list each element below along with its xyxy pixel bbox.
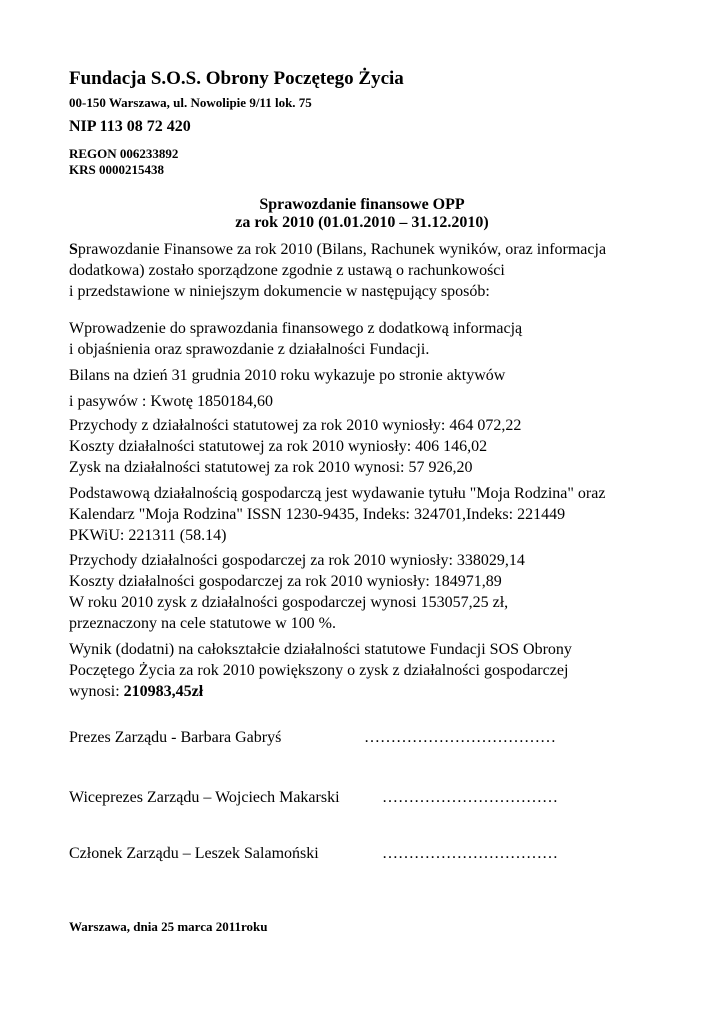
total-result-line-2: Poczętego Życia za rok 2010 powiększony o zysk z działalności gospodarczej: [69, 662, 569, 679]
statutory-revenue: Przychody z działalności statutowej za rok 2010 wyniosły: 464 072,22: [69, 417, 522, 434]
signature-vice-president-role: Wiceprezes Zarządu – Wojciech Makarski: [69, 789, 340, 806]
total-result-prefix: wynosi:: [69, 683, 124, 700]
statutory-profit: Zysk na działalności statutowej za rok 2010 wynosi: 57 926,20: [69, 459, 473, 476]
organization-regon: REGON 006233892: [69, 146, 179, 161]
business-costs: Koszty działalności gospodarczej za rok 2010 wyniosły: 184971,89: [69, 573, 502, 590]
document-date: Warszawa, dnia 25 marca 2011roku: [69, 919, 268, 934]
paragraph-balance-amount: i pasywów : Kwotę 1850184,60: [69, 393, 273, 410]
signature-board-member-role: Członek Zarządu – Leszek Salamoński: [69, 845, 319, 862]
paragraph-contents: [69, 318, 522, 360]
statutory-costs: Koszty działalności statutowej za rok 2010 wyniosły: 406 146,02: [69, 438, 488, 455]
organization-name: Fundacja S.O.S. Obrony Poczętego Życia: [69, 68, 404, 89]
paragraph-intro-line-2: dodatkowa) zostało sporządzone zgodnie z ustawą o rachunkowości: [69, 262, 505, 279]
business-profit-allocation: przeznaczony na cele statutowe w 100 %.: [69, 615, 336, 632]
paragraph-business-results: [69, 550, 525, 634]
paragraph-intro-line-1: [69, 239, 606, 260]
organization-nip: NIP 113 08 72 420: [69, 118, 191, 135]
paragraph-intro-line-3: i przedstawione w niniejszym dokumencie w następujący sposób:: [69, 283, 490, 300]
business-activity-line-3: PKWiU: 221311 (58.14): [69, 527, 227, 544]
paragraph-statutory: [69, 415, 521, 478]
signature-vice-president-line: ……………………………: [382, 789, 558, 806]
paragraph-intro: [69, 239, 606, 302]
paragraph-contents-line-1: Wprowadzenie do sprawozdania finansowego z dodatkową informacją: [69, 320, 523, 337]
total-result-line-1: Wynik (dodatni) na całokształcie działalności statutowe Fundacji SOS Obrony: [69, 641, 572, 658]
paragraph-contents-line-2: i objaśnienia oraz sprawozdanie z działalności Fundacji.: [69, 341, 430, 358]
total-result-amount: 210983,45zł: [123, 683, 204, 700]
business-activity-line-1: Podstawową działalnością gospodarczą jest wydawanie tytułu "Moja Rodzina" oraz: [69, 485, 606, 502]
report-period: za rok 2010 (01.01.2010 – 31.12.2010): [235, 214, 489, 231]
signature-president-role: Prezes Zarządu - Barbara Gabryś: [69, 729, 282, 746]
drop-letter: S: [69, 241, 78, 258]
paragraph-total-result: [69, 639, 572, 702]
signature-board-member-line: ……………………………: [382, 845, 558, 862]
paragraph-business-activity: [69, 483, 605, 546]
paragraph-intro-line-1-text: prawozdanie Finansowe za rok 2010 (Bilans, Rachunek wyników, oraz informacja: [77, 241, 607, 258]
report-title: Sprawozdanie finansowe OPP: [259, 196, 465, 213]
total-result-line-3: [69, 681, 572, 702]
business-revenue: Przychody działalności gospodarczej za rok 2010 wyniosły: 338029,14: [69, 552, 525, 569]
business-profit: W roku 2010 zysk z działalności gospodarczej wynosi 153057,25 zł,: [69, 594, 509, 611]
signature-president-line: ………………………………: [364, 729, 556, 746]
organization-address: 00-150 Warszawa, ul. Nowolipie 9/11 lok. 75: [69, 95, 312, 110]
business-activity-line-2: Kalendarz "Moja Rodzina" ISSN 1230-9435, Indeks: 324701,Indeks: 221449: [69, 506, 566, 523]
organization-krs: KRS 0000215438: [69, 162, 164, 177]
paragraph-balance: Bilans na dzień 31 grudnia 2010 roku wykazuje po stronie aktywów: [69, 367, 506, 384]
